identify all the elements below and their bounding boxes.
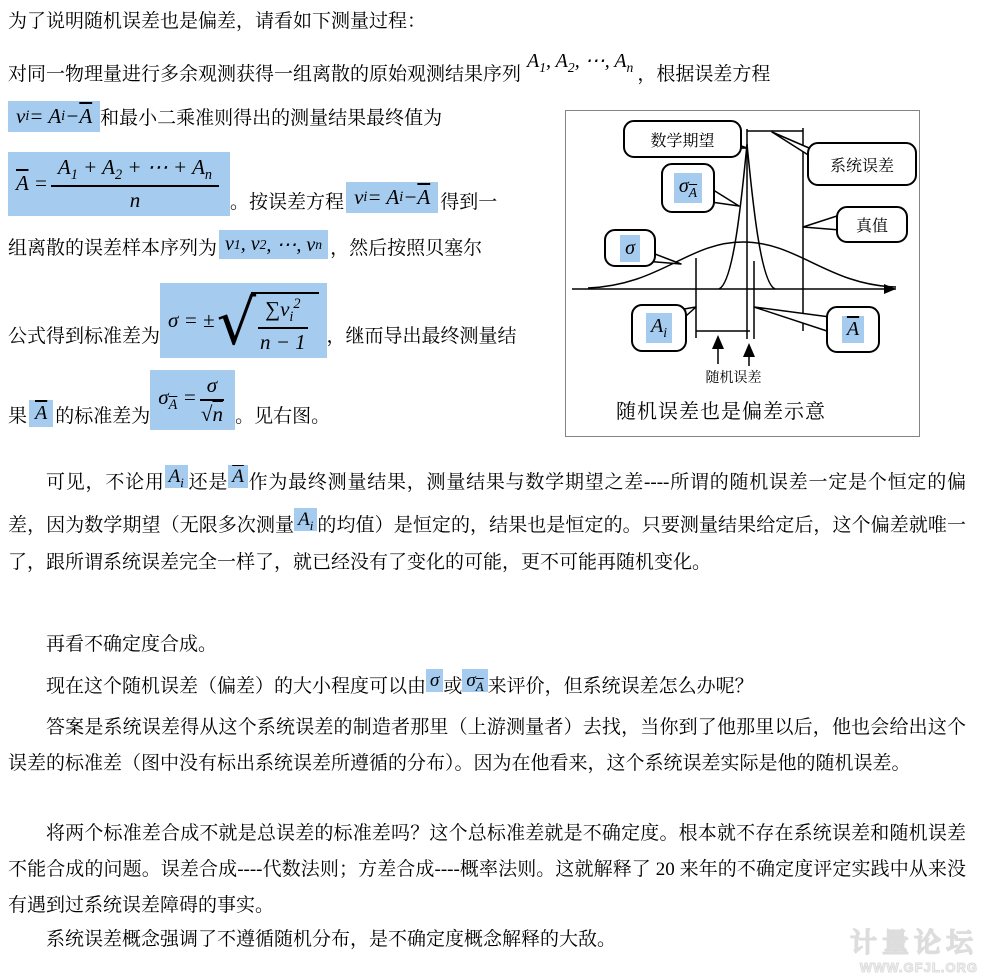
text-segment: 来评价，但系统误差怎么办呢？ [487, 676, 754, 697]
ai-callout [631, 304, 687, 352]
abar-callout [826, 306, 880, 353]
formula-mean-lhs: $\overline{A}$ = [16, 171, 48, 196]
formula-mean-highlight [8, 152, 230, 216]
fraction-numerator: σ [200, 373, 224, 401]
text-segment: 系统误差概念强调了不遵循随机分布，是不确定度概念解释的大敌。 [46, 929, 617, 950]
text-segment: 作为最终测量结果，测量结果与数学期望之差----所谓的随机误差一定是个恒定的偏差，因为数学期望（无限多次测量 [8, 472, 966, 536]
line-error-samples [8, 230, 482, 262]
watermark-forum-logo: 计量论坛 [850, 928, 978, 958]
line-observation [8, 46, 770, 88]
text-segment: 答案是系统误差得从这个系统误差的制造者那里（上游测量者）去找，当你到了他那里以后，他也会给出这个误差的标准差（图中没有标出系统误差所遵循的分布）。因为在他看来，这个系统误差实际是他的随机误差。 [8, 717, 966, 774]
formula-sigma-lhs: σ = ± [168, 307, 215, 332]
fraction-denominator: n − 1 [259, 330, 306, 354]
text-segment: 将两个标准差合成不就是总误差的标准差吗？这个总标准差就是不确定度。根本就不存在系统误差和随机误差不能合成的问题。误差合成----代数法则；方差合成----概率法则。这就解释了 20 来年的不确定度评定实践中从来没有遇到过系统误差障碍的事实。 [8, 823, 966, 916]
true-value-callout-tail [803, 215, 840, 230]
math-sequence-a: $A_1$, $A_2$, ⋯, $A_n$ [527, 50, 634, 75]
text-run: 和最小二乘准则得出的测量结果最终值为 [100, 108, 443, 129]
text-run: 对同一物理量进行多余观测获得一组离散的原始观测结果序列 [8, 64, 522, 85]
arrow-left-head [712, 335, 724, 349]
abar-label: $\overline{A}$ [842, 316, 864, 343]
formula-sigma-highlight [160, 283, 326, 358]
sigma-abar-label: $\sigma_{\overline{A}}$ [674, 173, 702, 203]
expectation-callout [623, 120, 742, 158]
text-segment: 或 [443, 676, 463, 697]
fraction-denominator: √n [200, 402, 223, 426]
watermark-url: WWW.GFJL.ORG [859, 960, 978, 975]
fraction-numerator: $\sum v_i^2$ [258, 296, 307, 329]
paragraph-final [8, 921, 966, 958]
text-run: 组离散的误差样本序列为 [8, 238, 218, 259]
fraction [200, 373, 224, 427]
text-run: 果 [8, 406, 28, 427]
line-error-equation [8, 94, 442, 132]
radicand [251, 292, 318, 355]
watermark [850, 921, 978, 975]
paragraph-uncertainty-intro [8, 626, 966, 663]
fraction-denominator: n [129, 188, 141, 212]
text-segment: 现在这个随机误差（偏差）的大小程度可以由 [46, 676, 427, 697]
paragraph-answer [8, 710, 966, 782]
systematic-error-label: 系统误差 [829, 157, 894, 175]
sigma-abar-callout [661, 163, 715, 213]
radical-sign: √ [216, 286, 257, 360]
intro-line [8, 8, 426, 35]
formula-vi-highlight: v i = A i − $\overline{A}$ [346, 182, 438, 213]
text-run: ，根据误差方程 [637, 64, 771, 85]
formula-sigma-mean-lhs: $\sigma_{\overline{A}}$ = [158, 385, 197, 414]
text-segment: 的均值）是恒定的，结果也是恒定的。只要测量结果给定后，这个偏差就唯一了，跟所谓系统误差完全一样了，就已经没有了变化的可能，更不可能再随机变化。 [8, 515, 966, 573]
figure-random-error-diagram [565, 110, 920, 437]
formula-sigma-mean-highlight [150, 370, 235, 430]
inline-math: $\overline{A}$ [228, 465, 248, 488]
text-run: 的标准差为 [55, 406, 151, 427]
line-sigma-mean [8, 366, 330, 430]
sigma-label: σ [620, 235, 640, 262]
true-value-callout [836, 206, 908, 243]
true-value-label: 真值 [855, 218, 888, 235]
fraction [51, 155, 219, 213]
fraction-numerator: $A_1 + A_2$ + ⋯ + $A_n$ [51, 155, 219, 187]
figure-caption: 随机误差也是偏差示意 [616, 401, 826, 423]
paragraph-evaluation [8, 660, 966, 708]
line-mean-formula [8, 148, 497, 216]
expectation-label: 数学期望 [650, 132, 715, 150]
text-segment: 再看不确定度合成。 [46, 634, 218, 655]
fraction [258, 296, 307, 355]
inline-math: σ [426, 669, 443, 692]
line-bessel-formula [8, 272, 517, 358]
text-segment: 还是 [187, 472, 229, 493]
random-error-label: 随机误差 [705, 371, 762, 386]
text-run: 。按误差方程 [230, 192, 345, 213]
arrow-right-head [743, 343, 755, 357]
paragraph-conclusion [8, 458, 966, 581]
axis-arrowhead [884, 284, 896, 294]
paragraph-combination [8, 816, 966, 924]
intro-text: 为了说明随机误差也是偏差，请看如下测量过程： [8, 11, 427, 32]
inline-math: $A_i$ [294, 508, 317, 531]
inline-math: $A_i$ [165, 465, 188, 488]
text-run: ，继而导出最终测量结 [326, 326, 517, 347]
systematic-error-callout [807, 142, 917, 186]
text-run: ，然后按照贝塞尔 [330, 238, 483, 259]
ai-label: $A_i$ [646, 313, 672, 343]
formula-abar-highlight: $\overline{A}$ [29, 400, 53, 427]
sigma-callout [604, 229, 656, 267]
abar-callout-tail [754, 307, 830, 332]
formula-vi-highlight: v i = A i − $\overline{A}$ [8, 101, 100, 132]
formula-vseq-highlight: v 1 , v 2 , ⋯, v n [219, 230, 328, 259]
text-segment: 可见，不论用 [46, 472, 165, 493]
inline-math: $\sigma_{\overline{A}}$ [462, 669, 487, 692]
text-run: 。见右图。 [235, 406, 331, 427]
text-run: 得到一 [440, 192, 498, 213]
text-run: 公式得到标准差为 [8, 326, 161, 347]
